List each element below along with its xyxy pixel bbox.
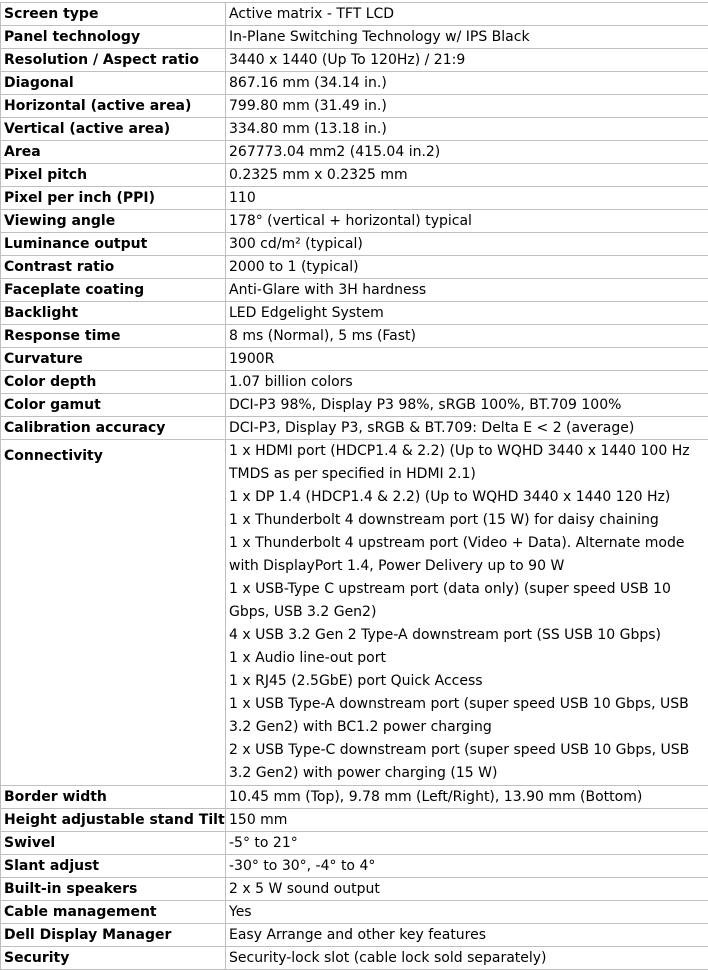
connectivity-section [1, 440, 708, 786]
spec-row [1, 49, 708, 72]
spec-value: 267773.04 mm2 (415.04 in.2) [226, 141, 708, 164]
spec-label: Color depth [1, 371, 226, 394]
spec-value: 178° (vertical + horizontal) typical [226, 210, 708, 233]
spec-label: Contrast ratio [1, 256, 226, 279]
spec-label: Faceplate coating [1, 279, 226, 302]
spec-label: Horizontal (active area) [1, 95, 226, 118]
spec-value: DCI-P3, Display P3, sRGB & BT.709: Delta E < 2 (average) [226, 417, 708, 440]
spec-label: Connectivity [1, 440, 226, 786]
spec-row [1, 947, 708, 970]
spec-row [1, 325, 708, 348]
spec-row [1, 279, 708, 302]
spec-label: Slant adjust [1, 855, 226, 878]
spec-row [1, 924, 708, 947]
spec-row [1, 118, 708, 141]
spec-value: 867.16 mm (34.14 in.) [226, 72, 708, 95]
spec-label: Vertical (active area) [1, 118, 226, 141]
spec-label: Backlight [1, 302, 226, 325]
connectivity-item: 1 x Thunderbolt 4 downstream port (15 W) for daisy chaining [229, 509, 708, 532]
connectivity-item: 1 x USB-Type C upstream port (data only) (super speed USB 10 Gbps, USB 3.2 Gen2) [229, 578, 708, 624]
spec-value: 0.2325 mm x 0.2325 mm [226, 164, 708, 187]
spec-label: Built-in speakers [1, 878, 226, 901]
spec-label: Curvature [1, 348, 226, 371]
spec-label: Height adjustable stand Tilt [1, 809, 226, 832]
spec-label: Panel technology [1, 26, 226, 49]
spec-row [1, 72, 708, 95]
spec-row [1, 394, 708, 417]
spec-label: Viewing angle [1, 210, 226, 233]
spec-value: 2000 to 1 (typical) [226, 256, 708, 279]
spec-row [1, 256, 708, 279]
spec-value: 799.80 mm (31.49 in.) [226, 95, 708, 118]
spec-value: In-Plane Switching Technology w/ IPS Black [226, 26, 708, 49]
spec-value: 3440 x 1440 (Up To 120Hz) / 21:9 [226, 49, 708, 72]
spec-value: 1900R [226, 348, 708, 371]
spec-row [1, 26, 708, 49]
spec-label: Pixel pitch [1, 164, 226, 187]
spec-label: Resolution / Aspect ratio [1, 49, 226, 72]
spec-label: Swivel [1, 832, 226, 855]
spec-value: 110 [226, 187, 708, 210]
spec-label: Diagonal [1, 72, 226, 95]
spec-row [1, 371, 708, 394]
spec-value: 150 mm [226, 809, 708, 832]
spec-label: Color gamut [1, 394, 226, 417]
spec-value: LED Edgelight System [226, 302, 708, 325]
connectivity-item: 1 x RJ45 (2.5GbE) port Quick Access [229, 670, 708, 693]
spec-row [1, 348, 708, 371]
spec-row-connectivity [1, 440, 708, 786]
spec-value: 300 cd/m² (typical) [226, 233, 708, 256]
spec-value: 2 x 5 W sound output [226, 878, 708, 901]
spec-value: Easy Arrange and other key features [226, 924, 708, 947]
spec-label: Border width [1, 786, 226, 809]
spec-value: 10.45 mm (Top), 9.78 mm (Left/Right), 13.90 mm (Bottom) [226, 786, 708, 809]
spec-row [1, 3, 708, 26]
spec-value: Yes [226, 901, 708, 924]
spec-label: Area [1, 141, 226, 164]
spec-value: -30° to 30°, -4° to 4° [226, 855, 708, 878]
spec-label: Dell Display Manager [1, 924, 226, 947]
spec-label: Security [1, 947, 226, 970]
connectivity-item: 2 x USB Type-C downstream port (super speed USB 10 Gbps, USB 3.2 Gen2) with power charging (15 W) [229, 739, 708, 785]
spec-rows-bottom [1, 786, 708, 970]
spec-label: Response time [1, 325, 226, 348]
connectivity-list [226, 440, 708, 786]
spec-value: Anti-Glare with 3H hardness [226, 279, 708, 302]
spec-row [1, 832, 708, 855]
connectivity-item: 1 x USB Type-A downstream port (super speed USB 10 Gbps, USB 3.2 Gen2) with BC1.2 power charging [229, 693, 708, 739]
spec-row [1, 417, 708, 440]
spec-value: Security-lock slot (cable lock sold separately) [226, 947, 708, 970]
spec-value: DCI-P3 98%, Display P3 98%, sRGB 100%, BT.709 100% [226, 394, 708, 417]
connectivity-item: 1 x Thunderbolt 4 upstream port (Video + Data). Alternate mode with DisplayPort 1.4, Power Delivery up to 90 W [229, 532, 708, 578]
spec-label: Calibration accuracy [1, 417, 226, 440]
spec-row [1, 95, 708, 118]
spec-value: Active matrix - TFT LCD [226, 3, 708, 26]
spec-row [1, 786, 708, 809]
spec-label: Luminance output [1, 233, 226, 256]
spec-value: -5° to 21° [226, 832, 708, 855]
spec-label: Pixel per inch (PPI) [1, 187, 226, 210]
spec-value: 8 ms (Normal), 5 ms (Fast) [226, 325, 708, 348]
connectivity-item: 1 x HDMI port (HDCP1.4 & 2.2) (Up to WQHD 3440 x 1440 100 Hz TMDS as per specified in HDMI 2.1) [229, 440, 708, 486]
connectivity-item: 4 x USB 3.2 Gen 2 Type-A downstream port (SS USB 10 Gbps) [229, 624, 708, 647]
spec-row [1, 302, 708, 325]
spec-table [0, 2, 708, 970]
connectivity-item: 1 x DP 1.4 (HDCP1.4 & 2.2) (Up to WQHD 3440 x 1440 120 Hz) [229, 486, 708, 509]
connectivity-item: 1 x Audio line-out port [229, 647, 708, 670]
spec-row [1, 901, 708, 924]
spec-row [1, 233, 708, 256]
spec-value: 1.07 billion colors [226, 371, 708, 394]
spec-label: Screen type [1, 3, 226, 26]
spec-row [1, 164, 708, 187]
spec-row [1, 210, 708, 233]
spec-rows-top [1, 3, 708, 440]
spec-row [1, 855, 708, 878]
spec-row [1, 187, 708, 210]
spec-value: 334.80 mm (13.18 in.) [226, 118, 708, 141]
spec-row [1, 809, 708, 832]
spec-label: Cable management [1, 901, 226, 924]
spec-row [1, 141, 708, 164]
spec-row [1, 878, 708, 901]
